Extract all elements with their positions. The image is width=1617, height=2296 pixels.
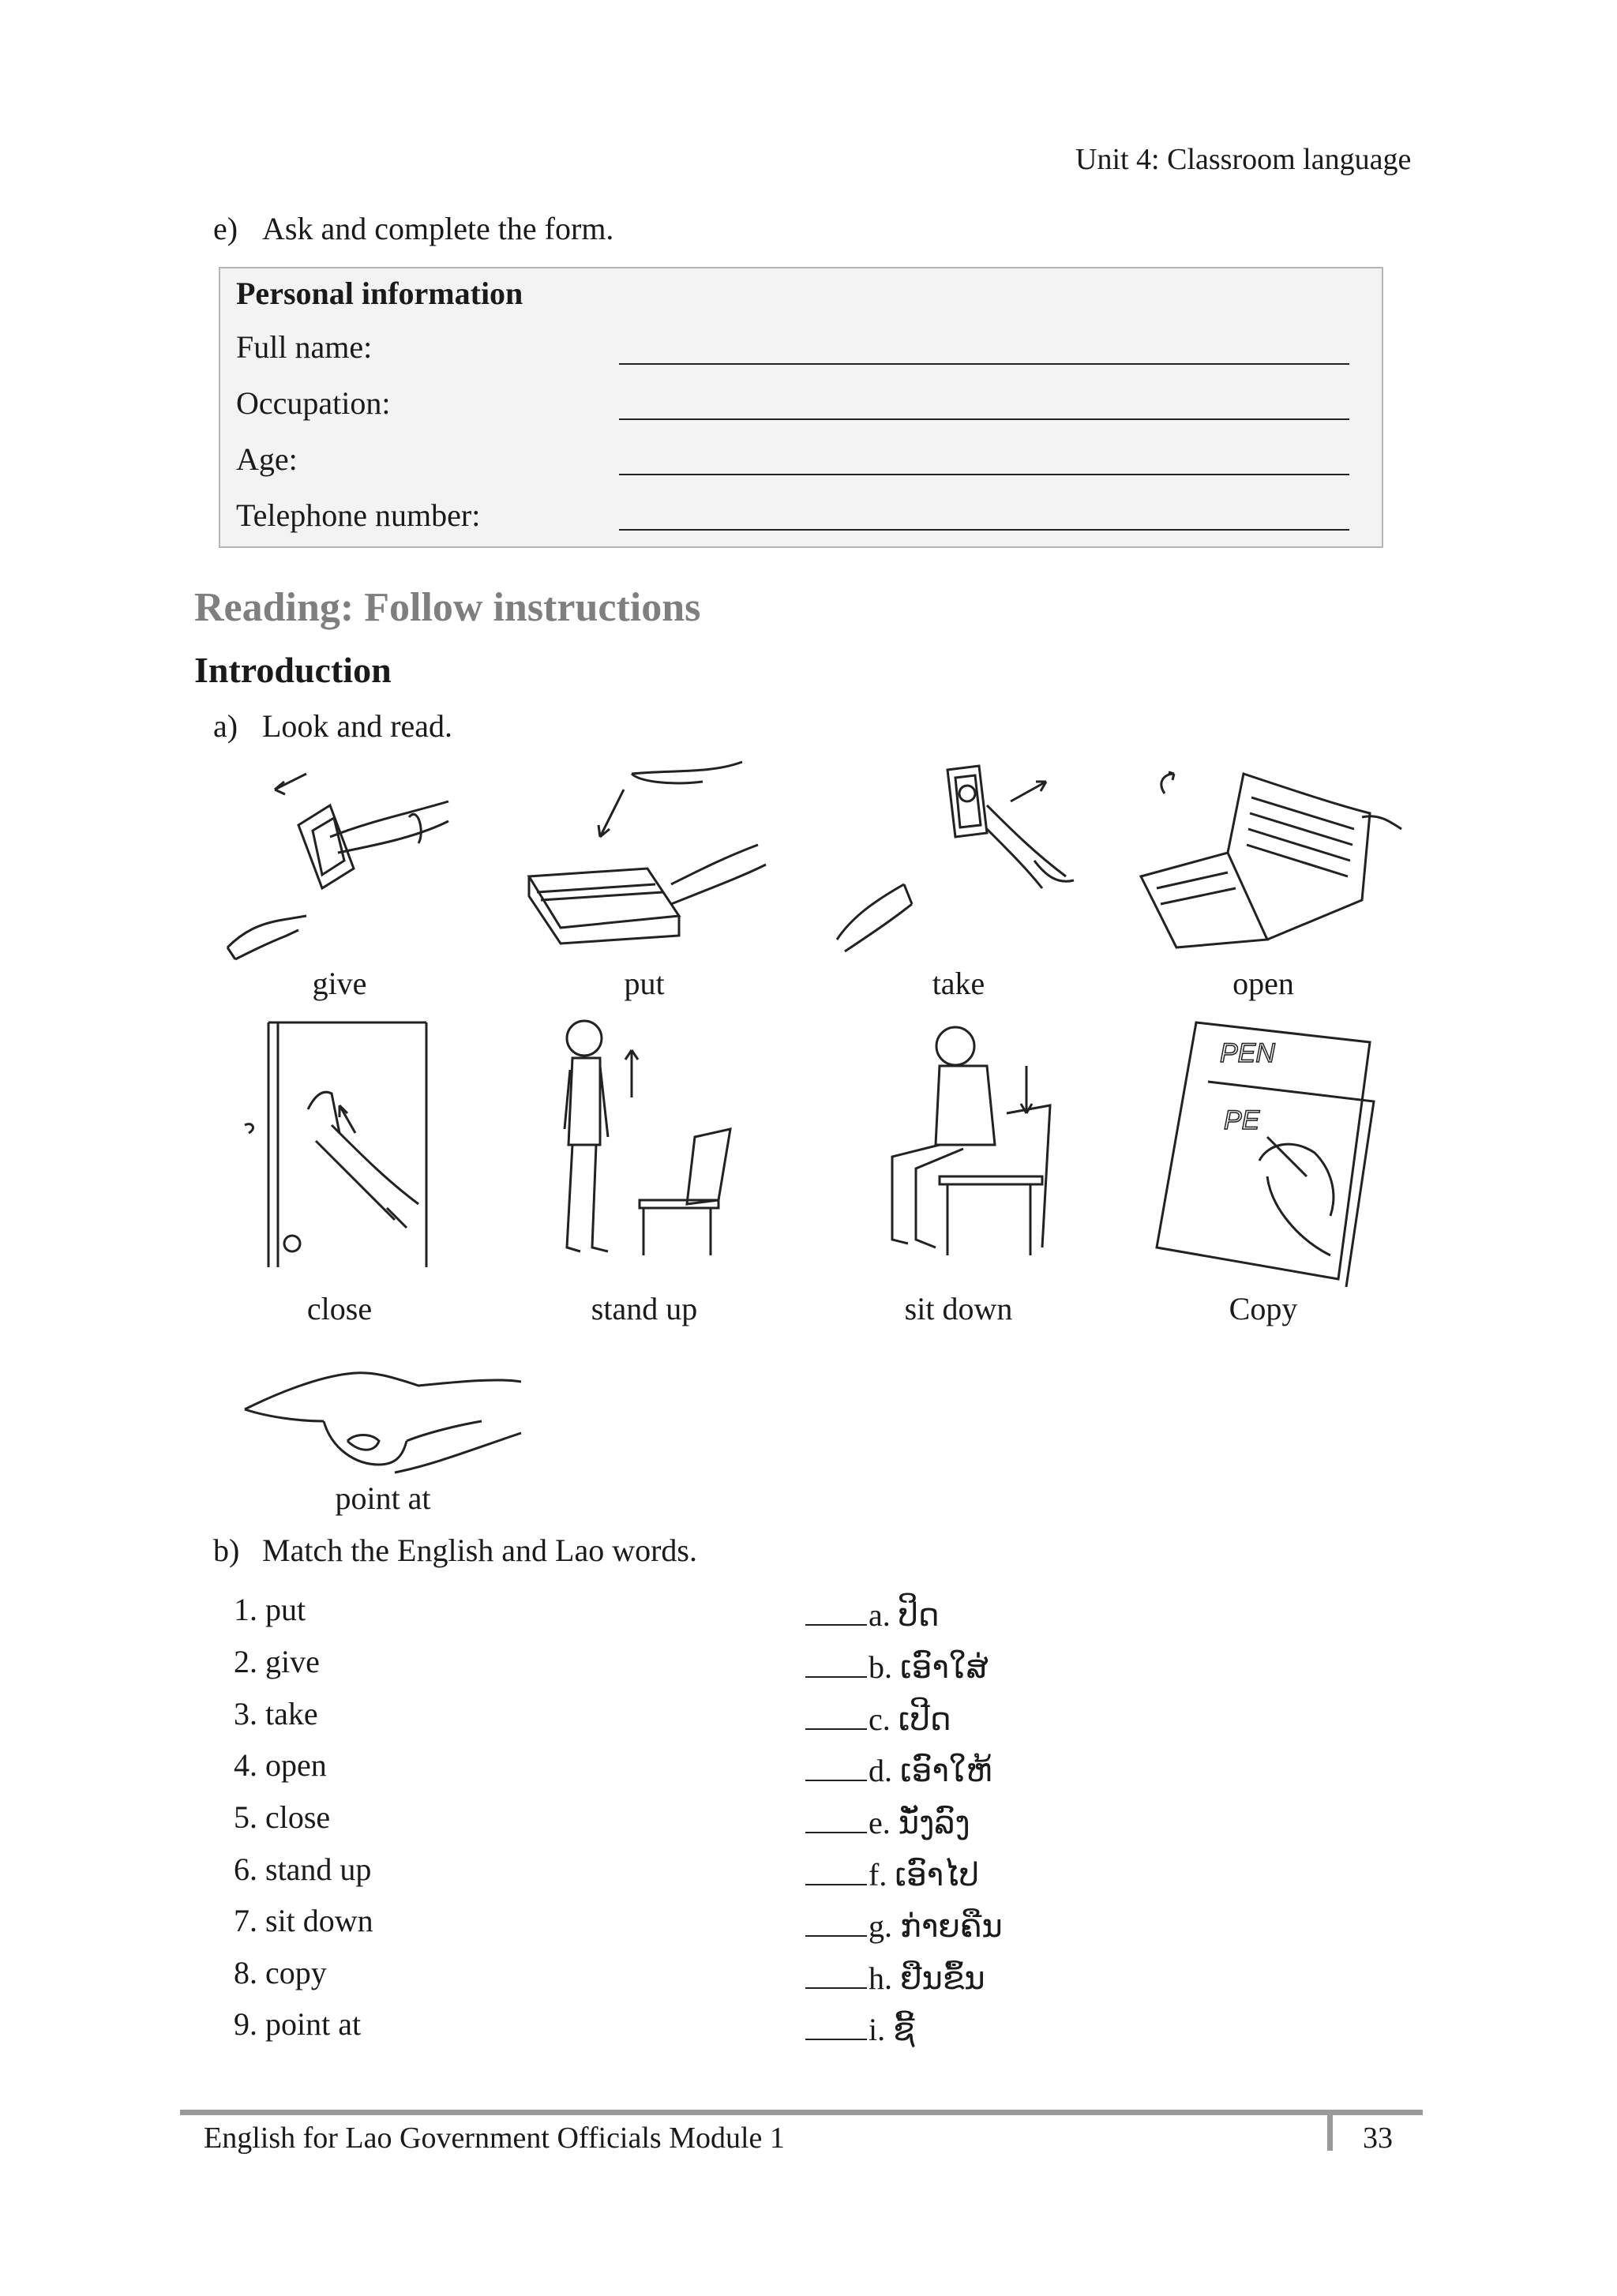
form-label-telephone: Telephone number: <box>236 497 481 533</box>
lao-word-c: c. ເປີດ <box>869 1701 951 1737</box>
caption-give: give <box>312 966 367 1001</box>
answer-blank-a[interactable] <box>805 1600 867 1626</box>
lao-word-h: h. ຢືນຂຶ້ນ <box>869 1960 985 1996</box>
copy-sheet-top-text: PEN <box>1220 1038 1275 1068</box>
lao-word-g: g. ກ່າຍຄືນ <box>869 1908 1003 1944</box>
exercise-e-label: e) <box>213 211 238 246</box>
age-field[interactable] <box>619 474 1349 475</box>
lao-item-d <box>805 1752 992 1789</box>
answer-blank-e[interactable] <box>805 1808 867 1833</box>
caption-close: close <box>306 1291 373 1326</box>
english-item-4: 4. open <box>234 1747 327 1783</box>
english-item-7: 7. sit down <box>234 1903 373 1938</box>
lao-item-b <box>805 1649 989 1686</box>
lao-item-f <box>805 1856 979 1893</box>
form-label-occupation: Occupation: <box>236 385 391 421</box>
form-title: Personal information <box>236 276 523 311</box>
answer-blank-f[interactable] <box>805 1860 867 1885</box>
telephone-field[interactable] <box>619 529 1349 531</box>
footer-rule <box>180 2110 1423 2115</box>
lao-word-b: b. ເອົາໃສ່ <box>869 1649 989 1685</box>
full-name-field[interactable] <box>619 363 1349 365</box>
part-a-label: a) <box>213 708 238 744</box>
close-door-illustration-icon <box>237 1015 458 1275</box>
english-item-6: 6. stand up <box>234 1851 372 1887</box>
form-label-age: Age: <box>236 441 298 477</box>
page-number: 33 <box>1363 2122 1393 2155</box>
english-item-3: 3. take <box>234 1696 318 1731</box>
caption-put: put <box>624 966 665 1001</box>
unit-header: Unit 4: Classroom language <box>1075 143 1412 176</box>
lao-word-f: f. ເອົາໄປ <box>869 1857 979 1893</box>
copy-illustration-icon <box>1149 1019 1386 1287</box>
answer-blank-i[interactable] <box>805 2015 867 2040</box>
introduction-title: Introduction <box>194 650 392 690</box>
lao-item-h <box>805 1960 985 1997</box>
answer-blank-b[interactable] <box>805 1653 867 1678</box>
lao-word-d: d. ເອົາໃຫ້ <box>869 1753 992 1788</box>
section-title: Reading: Follow instructions <box>194 585 701 630</box>
english-item-5: 5. close <box>234 1799 331 1835</box>
answer-blank-c[interactable] <box>805 1705 867 1730</box>
english-item-1: 1. put <box>234 1592 306 1627</box>
caption-copy: Copy <box>1229 1291 1298 1326</box>
form-label-full-name: Full name: <box>236 329 373 365</box>
lao-item-c <box>805 1701 951 1738</box>
answer-blank-g[interactable] <box>805 1911 867 1937</box>
caption-stand-up: stand up <box>591 1291 698 1326</box>
caption-sit-down: sit down <box>904 1291 1013 1326</box>
english-item-9: 9. point at <box>234 2006 362 2042</box>
part-b-instruction: Match the English and Lao words. <box>262 1533 697 1568</box>
answer-blank-h[interactable] <box>805 1964 867 1989</box>
answer-blank-d[interactable] <box>805 1756 867 1781</box>
caption-open: open <box>1232 966 1294 1001</box>
copy-sheet-bottom-text: PE <box>1224 1105 1260 1135</box>
lao-item-g <box>805 1908 1003 1945</box>
lao-item-i <box>805 2011 914 2048</box>
caption-point-at: point at <box>335 1480 431 1516</box>
footer-divider <box>1327 2110 1333 2151</box>
footer-book-title: English for Lao Government Officials Module 1 <box>204 2122 785 2155</box>
lao-item-a <box>805 1596 940 1634</box>
lao-word-i: i. ຊີ້ <box>869 2012 915 2047</box>
sit-down-illustration-icon <box>861 1011 1066 1271</box>
point-at-illustration-icon <box>237 1346 529 1480</box>
exercise-e-instruction: Ask and complete the form. <box>262 211 614 246</box>
lao-word-e: e. ນັ່ງລົງ <box>869 1805 970 1840</box>
personal-information-form <box>219 267 1383 548</box>
lao-item-e <box>805 1804 970 1841</box>
part-a-instruction: Look and read. <box>262 708 453 744</box>
part-b-label: b) <box>213 1533 240 1568</box>
caption-take: take <box>932 966 985 1001</box>
occupation-field[interactable] <box>619 418 1349 420</box>
stand-up-illustration-icon <box>553 1011 750 1271</box>
put-illustration-icon <box>513 758 782 955</box>
english-item-2: 2. give <box>234 1644 320 1679</box>
give-illustration-icon <box>212 758 472 963</box>
take-illustration-icon <box>829 758 1090 955</box>
lao-word-a: a. ປິດ <box>869 1597 940 1633</box>
english-item-8: 8. copy <box>234 1955 327 1990</box>
open-book-illustration-icon <box>1133 758 1401 955</box>
